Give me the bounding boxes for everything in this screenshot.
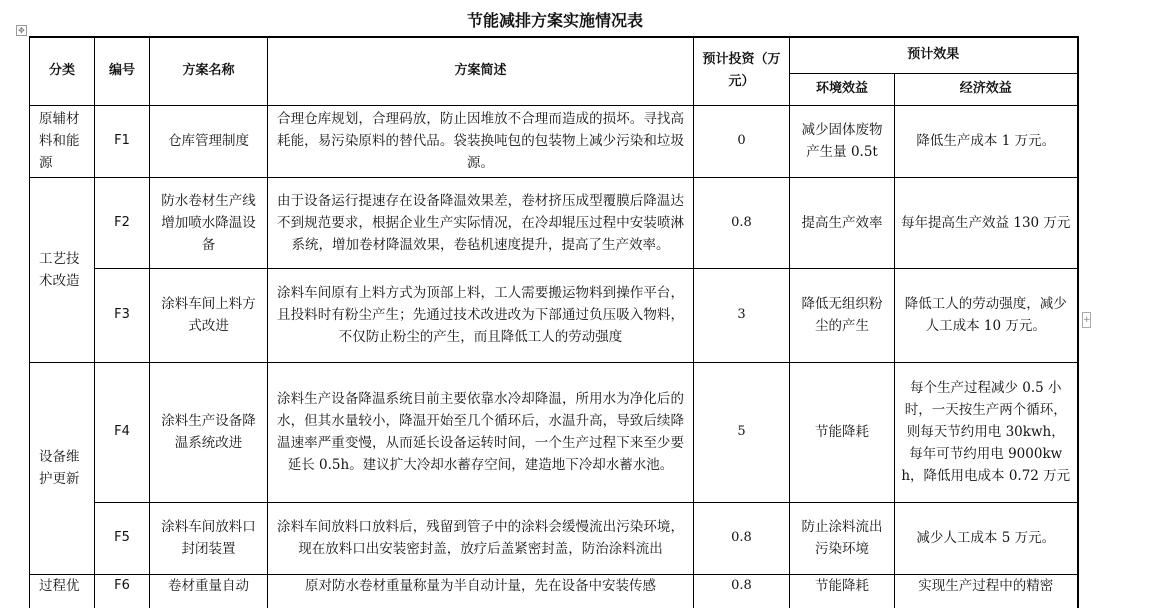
table-row	[30, 574, 1078, 608]
investment-cell: 3	[694, 268, 790, 362]
header-name: 方案名称	[150, 37, 268, 105]
name-cell: 仓库管理制度	[150, 105, 268, 177]
econ-benefit-cell: 降低工人的劳动强度，减少人工成本 10 万元。	[895, 268, 1078, 362]
header-investment: 预计投资（万元）	[694, 37, 790, 105]
env-benefit-cell: 降低无组织粉尘的产生	[790, 268, 895, 362]
code-cell: F2	[95, 177, 150, 268]
env-benefit-cell: 节能降耗	[790, 362, 895, 502]
code-cell: F3	[95, 268, 150, 362]
header-env-benefit: 环境效益	[790, 73, 895, 105]
env-benefit-cell: 节能降耗	[790, 574, 895, 608]
investment-cell: 0.8	[694, 502, 790, 574]
econ-benefit-cell: 减少人工成本 5 万元。	[895, 502, 1078, 574]
name-cell: 涂料生产设备降温系统改进	[150, 362, 268, 502]
description-cell: 涂料车间原有上料方式为顶部上料，工人需要搬运物料到操作平台，且投料时有粉尘产生；先通过技术改进改为下部通过负压吸入物料，不仅防止粉尘的产生，而且降低工人的劳动强度	[268, 268, 694, 362]
code-cell: F6	[95, 574, 150, 608]
table-resize-handle[interactable]: +	[1082, 312, 1091, 328]
code-cell: F1	[95, 105, 150, 177]
description-cell: 合理仓库规划，合理码放，防止因堆放不合理而造成的损坏。寻找高耗能，易污染原料的替代品。袋装换吨包的包装物上减少污染和垃圾源。	[268, 105, 694, 177]
table-row	[30, 105, 1078, 177]
page-title: 节能减排方案实施情况表	[466, 11, 643, 30]
measures-table	[29, 36, 1079, 608]
description-cell: 涂料生产设备降温系统目前主要依靠水冷却降温，所用水为净化后的水，但其水量较小，降温开始至几个循环后，水温升高，导致后续降温速率严重变慢，从而延长设备运转时间，一个生产过程下来至少要延长 0.5h。建议扩大冷却水蓄存空间，建造地下冷却水蓄水池。	[268, 362, 694, 502]
investment-cell: 0.8	[694, 574, 790, 608]
name-cell: 防水卷材生产线增加喷水降温设备	[150, 177, 268, 268]
econ-benefit-cell: 每年提高生产效益 130 万元	[895, 177, 1078, 268]
header-econ-benefit: 经济效益	[895, 73, 1078, 105]
header-description: 方案简述	[268, 37, 694, 105]
category-cell: 过程优	[30, 574, 95, 608]
env-benefit-cell: 防止涂料流出污染环境	[790, 502, 895, 574]
env-benefit-cell: 提高生产效率	[790, 177, 895, 268]
table-row	[30, 362, 1078, 502]
name-cell: 涂料车间上料方式改进	[150, 268, 268, 362]
header-code: 编号	[95, 37, 150, 105]
category-cell: 原辅材料和能源	[30, 105, 95, 177]
category-cell: 设备维护更新	[30, 362, 95, 574]
code-cell: F4	[95, 362, 150, 502]
header-category: 分类	[30, 37, 95, 105]
name-cell: 涂料车间放料口封闭装置	[150, 502, 268, 574]
investment-cell: 5	[694, 362, 790, 502]
investment-cell: 0.8	[694, 177, 790, 268]
header-effect: 预计效果	[790, 37, 1078, 73]
description-cell: 涂料车间放料口放料后，残留到管子中的涂料会缓慢流出污染环境，现在放料口出安装密封盖，放疗后盖紧密封盖，防治涂料流出	[268, 502, 694, 574]
table-move-handle-icon[interactable]: ✥	[16, 25, 27, 36]
econ-benefit-cell: 每个生产过程减少 0.5 小时，一天按生产两个循环，则每天节约用电 30kwh，每年可节约用电 9000kwh，降低用电成本 0.72 万元	[895, 362, 1078, 502]
table-row	[30, 177, 1078, 268]
code-cell: F5	[95, 502, 150, 574]
econ-benefit-cell: 降低生产成本 1 万元。	[895, 105, 1078, 177]
table-row	[30, 502, 1078, 574]
description-cell: 由于设备运行提速存在设备降温效果差，卷材挤压成型覆膜后降温达不到规范要求，根据企业生产实际情况，在冷却辊压过程中安装喷淋系统，增加卷材降温效果，卷毡机速度提升，提高了生产效率。	[268, 177, 694, 268]
econ-benefit-cell: 实现生产过程中的精密	[895, 574, 1078, 608]
description-cell: 原对防水卷材重量称量为半自动计量，先在设备中安装传感	[268, 574, 694, 608]
category-cell: 工艺技术改造	[30, 177, 95, 362]
name-cell: 卷材重量自动	[150, 574, 268, 608]
env-benefit-cell: 减少固体废物产生量 0.5t	[790, 105, 895, 177]
table-row	[30, 268, 1078, 362]
investment-cell: 0	[694, 105, 790, 177]
